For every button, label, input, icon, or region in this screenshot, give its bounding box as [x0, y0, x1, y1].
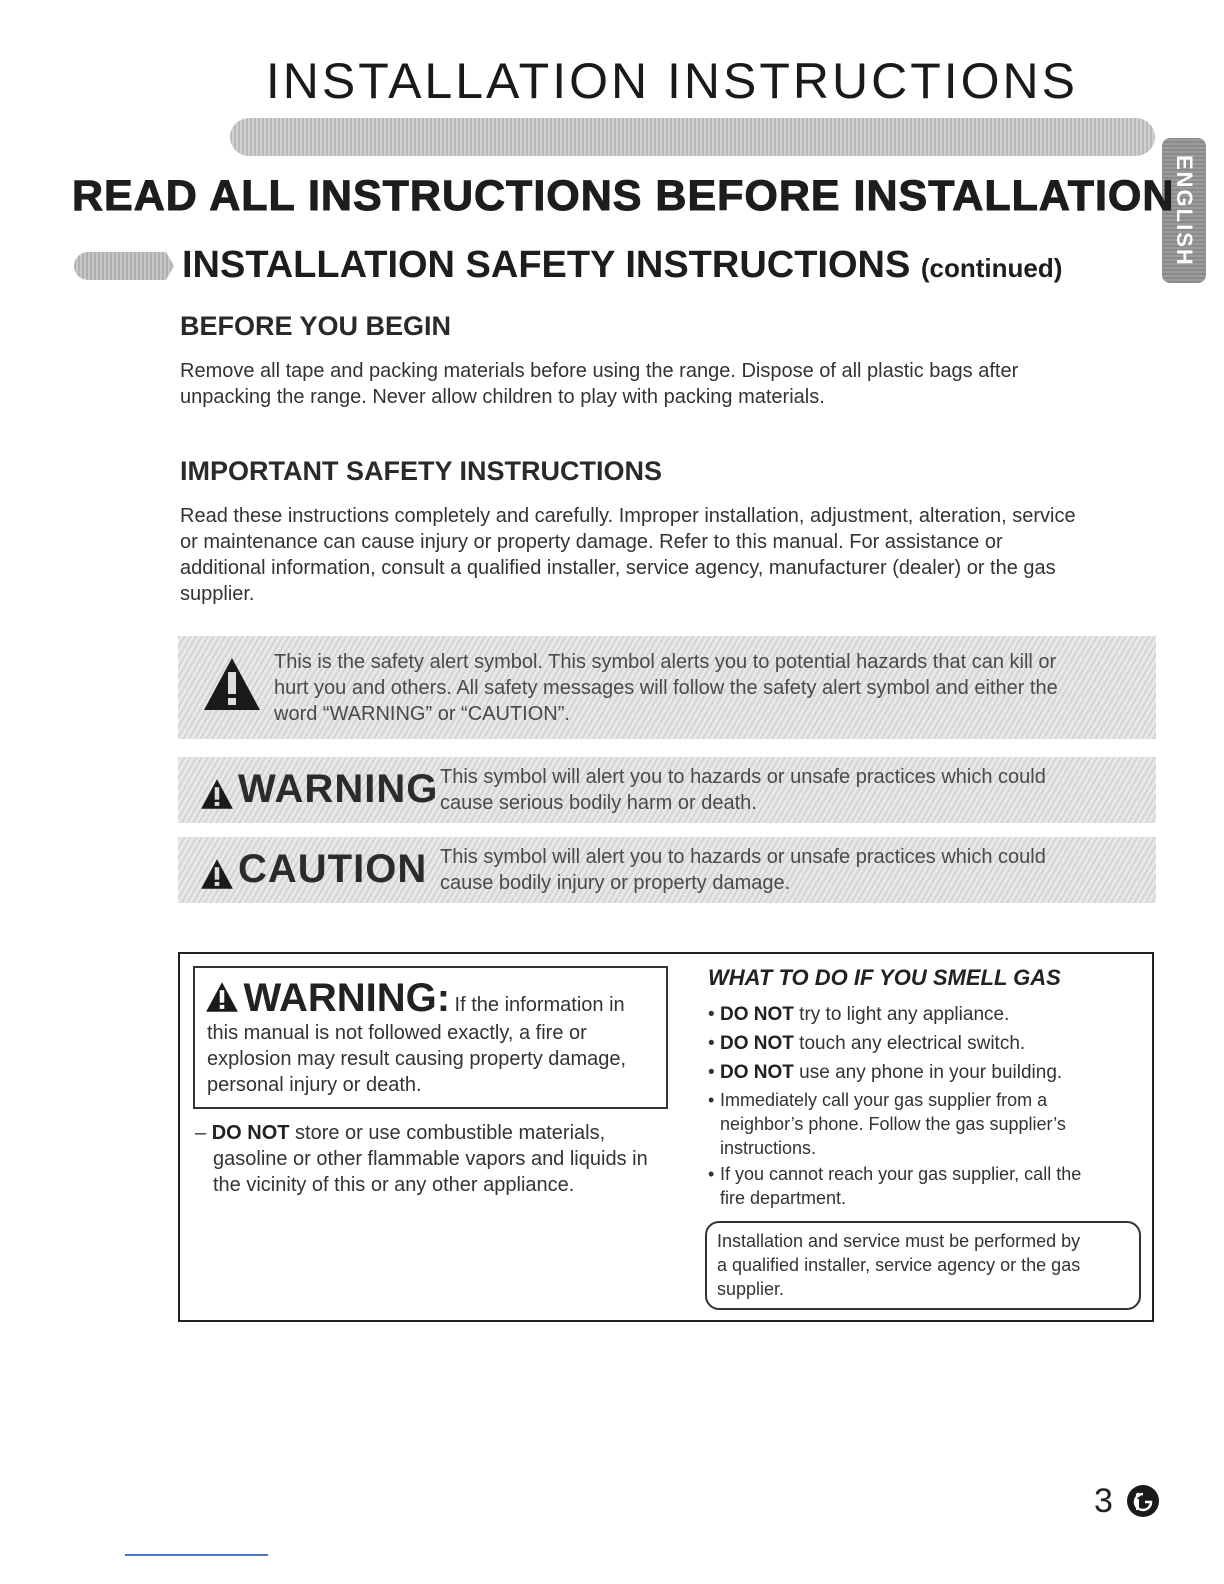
warning-statement-text [207, 1020, 626, 1098]
bullet: • [708, 1090, 715, 1110]
installer-note [705, 1221, 1141, 1310]
safety-alert-icon [202, 656, 262, 712]
caution-signal-word: CAUTION [238, 847, 428, 891]
language-tab-label: ENGLISH [1172, 154, 1197, 267]
text-line: supplier. [180, 583, 255, 605]
caution-triangle-icon [200, 858, 234, 890]
before-you-begin-text [180, 358, 1018, 410]
do-not-label: DO NOT [720, 1062, 794, 1083]
smell-gas-item [708, 1061, 1118, 1085]
page-number: 3 [1094, 1482, 1113, 1520]
text-line: unpacking the range. Never allow children to play with packing materials. [180, 386, 825, 408]
do-not-label: DO NOT [720, 1033, 794, 1054]
text-line: or maintenance can cause injury or property damage. Refer to this manual. For assistance or [180, 531, 1003, 553]
caution-band-text [440, 844, 1046, 896]
do-not-store-text [195, 1120, 675, 1198]
warning-statement-heading [205, 976, 625, 1021]
important-text [180, 503, 1076, 607]
smell-gas-item [708, 1032, 1118, 1056]
lg-logo-icon [1126, 1484, 1160, 1518]
text-line: This symbol will alert you to hazards or unsafe practices which could [440, 766, 1046, 788]
smell-gas-item [708, 1088, 1118, 1160]
important-heading: IMPORTANT SAFETY INSTRUCTIONS [180, 456, 663, 486]
alert-symbol-band [178, 636, 1156, 739]
section-title [182, 244, 1062, 287]
bullet: • [708, 1004, 715, 1025]
item-text: try to light any appliance. [799, 1004, 1010, 1025]
header-title: INSTALLATION INSTRUCTIONS [265, 53, 1078, 109]
before-you-begin-heading: BEFORE YOU BEGIN [180, 311, 452, 341]
text-line: gasoline or other flammable vapors and liquids in [213, 1148, 648, 1170]
text-line: a qualified installer, service agency or the gas [717, 1255, 1081, 1275]
do-not-label: DO NOT [211, 1122, 290, 1144]
text-line: supplier. [717, 1279, 785, 1299]
footer-link-underline [125, 1554, 268, 1556]
bullet: • [708, 1062, 715, 1083]
smell-gas-item [708, 1003, 1118, 1027]
text-line: store or use combustible materials, [295, 1122, 606, 1144]
warning-triangle-icon [200, 778, 234, 810]
text-line: Installation and service must be performed by [717, 1231, 1081, 1251]
smell-gas-item [708, 1162, 1118, 1210]
warning-signal-word: WARNING [238, 767, 439, 811]
text-line: personal injury or death. [207, 1074, 422, 1096]
dash: – [195, 1122, 207, 1144]
text-line: cause bodily injury or property damage. [440, 872, 791, 894]
text-line: Remove all tape and packing materials before using the range. Dispose of all plastic bags after [180, 360, 1019, 382]
text-line: cause serious bodily harm or death. [440, 792, 757, 814]
text-line: additional information, consult a qualified installer, service agency, manufacturer (dealer) or the gas [180, 557, 1056, 579]
text-line: neighbor’s phone. Follow the gas supplier’s [720, 1114, 1066, 1134]
alert-symbol-text [274, 649, 1058, 727]
smell-gas-title: WHAT TO DO IF YOU SMELL GAS [708, 965, 1061, 990]
warning-band [178, 757, 1156, 823]
warning-lead-text: If the information in [454, 994, 625, 1016]
text-line: Read these instructions completely and carefully. Improper installation, adjustment, alteration, service [180, 505, 1076, 527]
section-title-suffix: (continued) [920, 253, 1063, 283]
do-not-label: DO NOT [720, 1004, 794, 1025]
text-line: word “WARNING” or “CAUTION”. [274, 703, 570, 725]
section-marker [74, 252, 174, 280]
main-title: READ ALL INSTRUCTIONS BEFORE INSTALLATION [72, 172, 1175, 220]
text-line: If you cannot reach your gas supplier, call the [720, 1164, 1082, 1184]
text-line: This symbol will alert you to hazards or unsafe practices which could [440, 846, 1046, 868]
section-title-text: INSTALLATION SAFETY INSTRUCTIONS [182, 244, 911, 286]
header-decorative-bar [230, 118, 1155, 156]
item-text: touch any electrical switch. [799, 1033, 1026, 1054]
text-line: Immediately call your gas supplier from a [720, 1090, 1048, 1110]
text-line: this manual is not followed exactly, a fire or [207, 1022, 587, 1044]
text-line: hurt you and others. All safety messages will follow the safety alert symbol and either the [274, 677, 1058, 699]
text-line: instructions. [720, 1138, 817, 1158]
text-line: This is the safety alert symbol. This symbol alerts you to potential hazards that can kill or [274, 651, 1057, 673]
caution-band [178, 837, 1156, 903]
warning-word: WARNING: [243, 976, 451, 1020]
text-line: fire department. [720, 1188, 847, 1208]
item-text: use any phone in your building. [799, 1062, 1063, 1083]
text-line: the vicinity of this or any other appliance. [213, 1174, 575, 1196]
bullet: • [708, 1164, 715, 1184]
text-line: explosion may result causing property damage, [207, 1048, 627, 1070]
bullet: • [708, 1033, 715, 1054]
warning-statement-box [193, 966, 668, 1109]
warning-band-text [440, 764, 1046, 816]
warning-triangle-icon [205, 981, 239, 1013]
